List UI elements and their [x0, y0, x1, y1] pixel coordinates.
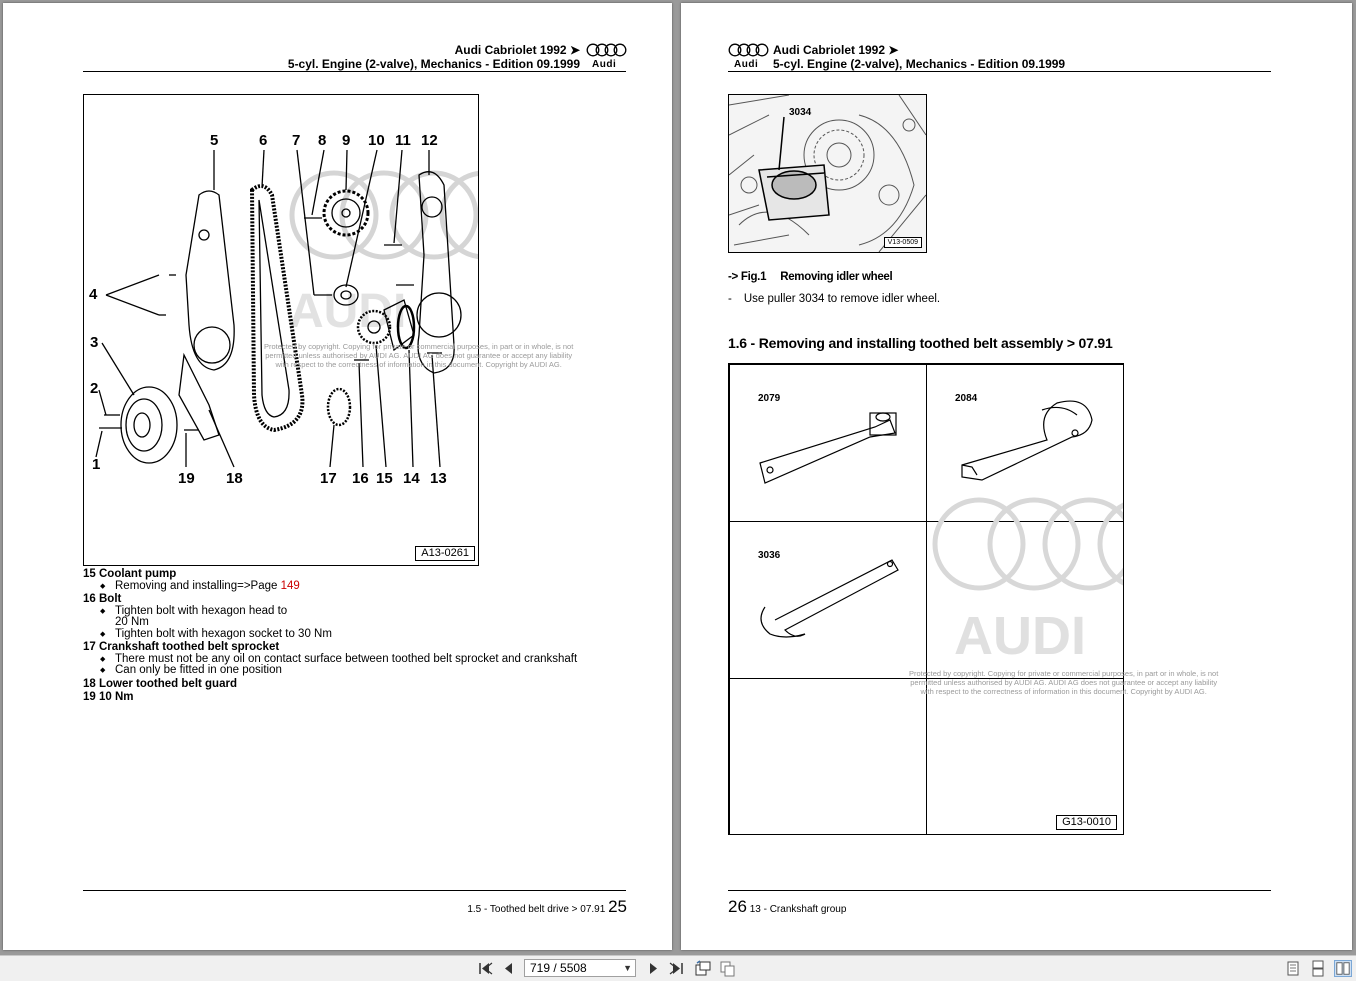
callout-3: 3 — [90, 334, 99, 351]
exploded-view-drawing — [84, 95, 478, 565]
photo-label-3034: 3034 — [789, 107, 812, 118]
footer-rule — [728, 890, 1271, 891]
spanner-2079-drawing — [730, 365, 928, 523]
callout-12: 12 — [421, 132, 438, 149]
callout-9: 9 — [342, 132, 351, 149]
copyright-watermark: Protected by copyright. Copying for private or commercial purposes, in part or in whole, is not permitted unless authorised by AUDI AG. AUDI AG does not guarantee or accept any liability with respect to the correctness of information in this document. Copyright by AUDI AG. — [264, 342, 574, 369]
audi-rings-logo — [586, 43, 628, 57]
page-link-149[interactable]: 149 — [280, 579, 300, 592]
header-rule — [728, 71, 1271, 72]
next-page-icon[interactable] — [644, 960, 662, 977]
header-rule — [83, 71, 626, 72]
legend-item-title: 18 Lower toothed belt guard — [83, 677, 237, 690]
header-title: Audi Cabriolet 1992 ➤ — [773, 43, 899, 57]
previous-page-icon[interactable] — [500, 960, 518, 977]
footer-section: 13 - Crankshaft group — [749, 904, 847, 915]
audi-rings-logo — [728, 43, 770, 57]
continuous-view-icon[interactable] — [1309, 960, 1327, 977]
footer-section: 1.5 - Toothed belt drive > 07.91 — [467, 904, 606, 915]
callout-6: 6 — [259, 132, 268, 149]
callout-10: 10 — [368, 132, 385, 149]
tool-label: 3036 — [758, 550, 781, 561]
legend-bullet: ◆ There must not be any oil on contact surface between toothed belt sprocket and crankshaft — [83, 654, 643, 666]
callout-16: 16 — [352, 470, 369, 487]
svg-text:AUDI: AUDI — [954, 606, 1086, 666]
puller-illustration — [729, 95, 926, 252]
callout-4: 4 — [89, 286, 98, 303]
callout-8: 8 — [318, 132, 327, 149]
callout-13: 13 — [430, 470, 447, 487]
copyright-watermark: Protected by copyright. Copying for private or commercial purposes, in part or in whole, is not permitted unless authorised by AUDI AG. AUDI AG does not guarantee or accept any liability with respect to the correctness of information in this document. Copyright by AUDI AG. — [909, 669, 1219, 696]
audi-brand-logo: Audi — [734, 59, 759, 70]
instruction-text: Use puller 3034 to remove idler wheel. — [743, 293, 941, 305]
figure-caption-text: Removing idler wheel — [780, 271, 893, 283]
parts-legend — [83, 567, 643, 704]
section-heading: 1.6 - Removing and installing toothed belt assembly > 07.91 — [728, 335, 1113, 351]
tool-cell-3036 — [729, 521, 927, 679]
callout-7: 7 — [292, 132, 301, 149]
callout-14: 14 — [403, 470, 420, 487]
rotate-icon[interactable] — [694, 960, 712, 977]
chevron-down-icon[interactable]: ▼ — [623, 963, 632, 973]
callout-15: 15 — [376, 470, 393, 487]
callout-2: 2 — [90, 380, 99, 397]
callout-1: 1 — [92, 456, 101, 473]
special-tools-figure — [728, 363, 1219, 835]
page-number: 26 — [728, 897, 747, 916]
tool-cell-empty — [926, 678, 1124, 835]
tool-cell-2079 — [729, 364, 927, 522]
callout-18: 18 — [226, 470, 243, 487]
legend-item-title: 19 10 Nm — [83, 691, 134, 703]
tool-label: 2084 — [955, 393, 978, 404]
first-page-icon[interactable] — [476, 960, 494, 977]
callout-17: 17 — [320, 470, 337, 487]
instruction-step — [728, 293, 940, 305]
single-page-view-icon[interactable] — [1284, 960, 1302, 977]
svg-text:AUDI: AUDI — [289, 285, 407, 338]
callout-11: 11 — [395, 132, 411, 149]
callout-5: 5 — [210, 132, 219, 149]
legend-item-title: 16 Bolt — [83, 593, 122, 605]
footer-rule — [83, 890, 626, 891]
header-title: Audi Cabriolet 1992 ➤ — [454, 43, 580, 57]
tool-cell-2084 — [926, 364, 1124, 522]
last-page-icon[interactable] — [668, 960, 686, 977]
tool-cell-empty — [926, 521, 1124, 679]
right-page — [681, 3, 1352, 950]
header-subtitle: 5-cyl. Engine (2-valve), Mechanics - Edition 09.1999 — [287, 57, 580, 71]
idler-wheel-photo — [728, 94, 927, 253]
legend-bullet-cont: 20 Nm — [115, 616, 149, 628]
page-footer — [467, 897, 627, 917]
legend-item-title: 17 Crankshaft toothed belt sprocket — [83, 641, 280, 653]
wrench-2084-drawing — [927, 365, 1125, 523]
left-page — [3, 3, 672, 950]
legend-bullet: ◆ Can only be fitted in one position — [83, 665, 643, 677]
page-footer — [728, 897, 846, 917]
callout-19: 19 — [178, 470, 195, 487]
tool-cell-empty — [729, 678, 927, 835]
toothed-belt-drive-figure — [83, 94, 574, 566]
copy-icon[interactable] — [719, 960, 737, 977]
figure-caption — [728, 271, 892, 283]
hook-wrench-3036-drawing — [730, 522, 928, 680]
photo-tag: V13-0509 — [884, 237, 922, 248]
legend-bullet: ◆ Removing and installing=>Page 149 — [83, 581, 643, 593]
header-subtitle: 5-cyl. Engine (2-valve), Mechanics - Edition 09.1999 — [773, 57, 1066, 71]
page-number: 25 — [608, 897, 627, 916]
legend-bullet: ◆ Tighten bolt with hexagon socket to 30 Nm — [83, 629, 643, 641]
legend-bullet: ◆ Tighten bolt with hexagon head to — [83, 606, 643, 618]
legend-item-title: 15 Coolant pump — [83, 568, 177, 580]
tool-label: 2079 — [758, 393, 781, 404]
figure-ref: -> Fig.1 — [728, 271, 767, 283]
figure-tag: A13-0261 — [415, 546, 475, 561]
navigation-toolbar — [0, 955, 1356, 981]
step-dash: - — [728, 293, 732, 305]
figure-tag: G13-0010 — [1056, 815, 1117, 830]
page-number-input[interactable]: 719 / 5508 ▼ — [524, 959, 636, 977]
audi-brand-logo: Audi — [592, 59, 617, 70]
facing-view-icon[interactable] — [1334, 960, 1352, 977]
